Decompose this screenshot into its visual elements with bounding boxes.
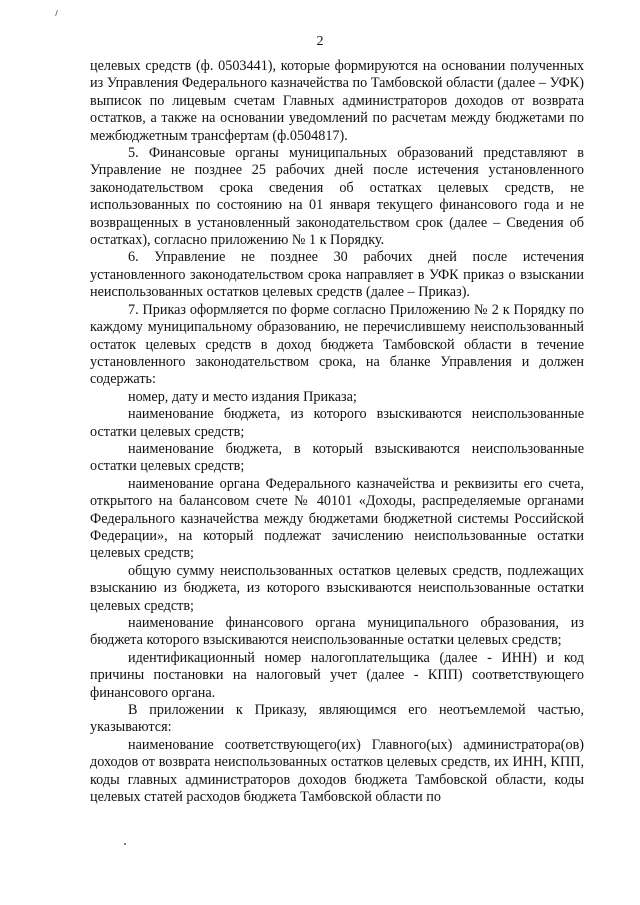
paragraph-item-7: 7. Приказ оформляется по форме согласно Приложению № 2 к Порядку по каждому муниципальному образованию, не перечислившему неиспользованный остаток целевых средств в доход бюджета Тамбовской области в течение установленного законодательством срока, на бланке Управления и должен содержать:: [90, 301, 584, 388]
order-requirement-inn-kpp: идентификационный номер налогоплательщика (далее - ИНН) и код причины постановки на налоговый учет (далее - КПП) соответствующего финансового органа.: [90, 649, 584, 701]
scan-mark: [55, 10, 58, 16]
order-requirement-total-sum: общую сумму неиспользованных остатков целевых средств, подлежащих взысканию из бюджета, из которого взыскиваются неиспользованные остатки целевых средств;: [90, 562, 584, 614]
document-body: [90, 58, 584, 806]
order-requirement-source-budget: наименование бюджета, из которого взыскиваются неиспользованные остатки целевых средств;: [90, 406, 584, 440]
order-requirement-treasury-account: наименование органа Федерального казначейства и реквизиты его счета, открытого на балансовом счете № 40101 «Доходы, распределяемые органами Федерального казначейства между бюджетами бюджетной системы Российской Федерации», на который подлежат зачислению неиспользованные остатки целевых средств;: [90, 475, 584, 562]
order-requirement-target-budget: наименование бюджета, в который взыскиваются неиспользованные остатки целевых средств;: [90, 440, 584, 475]
paragraph-appendix-intro: В приложении к Приказу, являющимся его неотъемлемой частью, указываются:: [90, 702, 584, 736]
order-requirement-financial-body: наименование финансового органа муниципального образования, из бюджета которого взыскиваются неиспользованные остатки целевых средств;: [90, 615, 584, 649]
scan-dot: [124, 843, 126, 845]
order-requirement-number-date: номер, дату и место издания Приказа;: [128, 388, 357, 405]
page-number: 2: [316, 34, 324, 49]
paragraph-appendix-content: наименование соответствующего(их) Главного(ых) администратора(ов) доходов от возврата неиспользованных остатков целевых средств, их ИНН, КПП, коды главных администраторов доходов бюджета Тамбовской области, коды целевых статей расходов бюджета Тамбовской области по: [90, 736, 584, 806]
paragraph-item-6: 6. Управление не позднее 30 рабочих дней после истечения установленного законодательством срока направляет в УФК приказ о взыскании неиспользованных остатков целевых средств (далее – Приказ).: [90, 249, 584, 301]
paragraph-continuation: целевых средств (ф. 0503441), которые формируются на основании полученных из Управления Федерального казначейства по Тамбовской области (далее – УФК) выписок по лицевым счетам Главных администраторов доходов от возврата остатков, а также на основании уведомлений по расчетам между бюджетами по межбюджетным трансфертам (ф.0504817).: [90, 58, 584, 144]
paragraph-item-5: 5. Финансовые органы муниципальных образований представляют в Управление не позднее 25 рабочих дней после истечения установленного законодательством срока сведения об остатках целевых средств, не использованных по состоянию на 01 января текущего финансового года и не возвращенных в установленный законодательством срок (далее – Сведения об остатках), согласно приложению № 1 к Порядку.: [90, 145, 584, 249]
